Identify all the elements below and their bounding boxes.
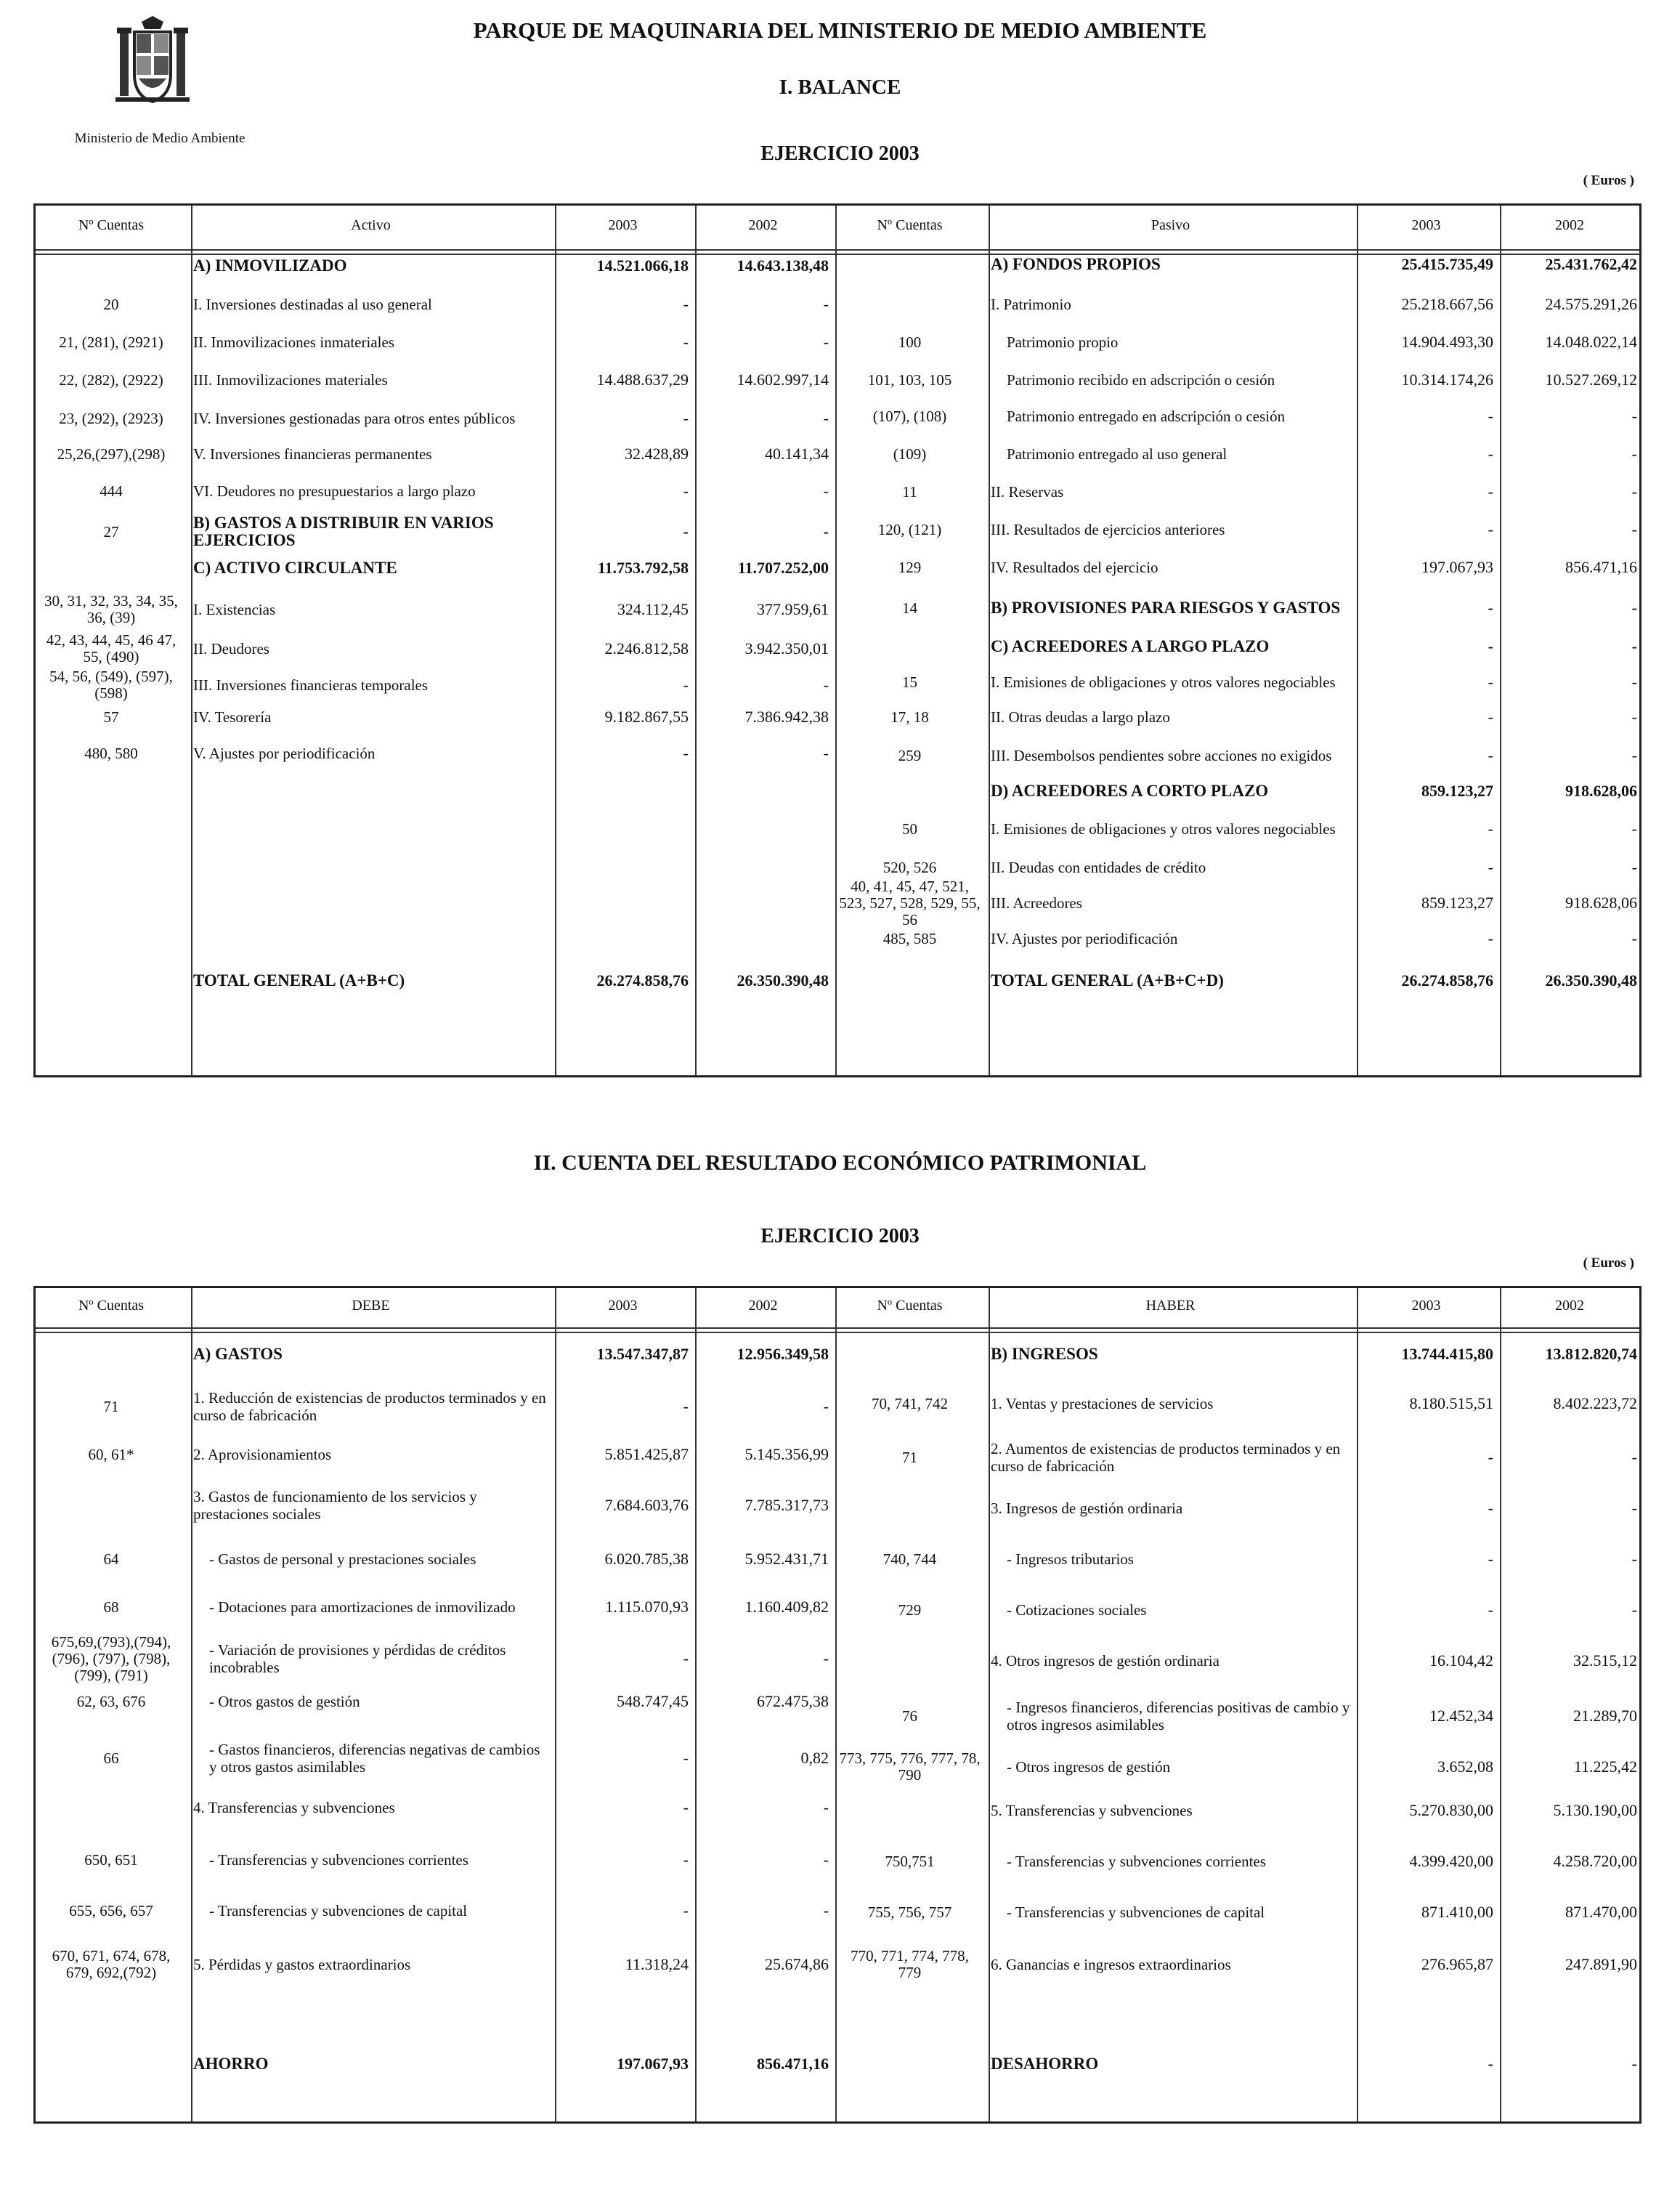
value-2003: - (683, 333, 689, 351)
account-code: 66 (103, 1749, 119, 1767)
balance-exercise: EJERCICIO 2003 (760, 142, 920, 165)
value-2002: 14.048.022,14 (1545, 333, 1637, 351)
value-2002: 247.891,90 (1565, 1955, 1637, 1973)
cuenta-title: II. CUENTA DEL RESULTADO ECONÓMICO PATRIMONIAL (533, 1151, 1147, 1175)
row-label: 5. Transferencias y subvenciones (991, 1802, 1193, 1819)
value-2003: - (1488, 482, 1493, 501)
row-label: - Otros ingresos de gestión (1007, 1758, 1171, 1776)
account-code (38, 1340, 184, 1369)
value-2003: 9.182.867,55 (604, 708, 689, 726)
value-2003: 13.744.415,80 (1401, 1345, 1493, 1363)
value-2002: 7.386.942,38 (744, 708, 829, 726)
column-header: 2003 (1411, 217, 1441, 233)
column-divider (555, 1288, 556, 2121)
value-2003: - (1488, 520, 1493, 538)
account-code: 129 (898, 558, 922, 576)
value-2002: 11.707.252,00 (737, 559, 829, 577)
row-label: 6. Ganancias e ingresos extraordinarios (991, 1956, 1231, 1973)
value-2003: - (683, 744, 689, 762)
row-label: B) INGRESOS (991, 1345, 1098, 1363)
header-divider-double (36, 1332, 1639, 1333)
value-2002: - (823, 1901, 829, 1919)
row-label: III. Inmovilizaciones materiales (193, 371, 388, 389)
row-label: - Ingresos tributarios (1007, 1550, 1134, 1568)
row-label: 1. Ventas y prestaciones de servicios (991, 1395, 1214, 1412)
row-label: 3. Ingresos de gestión ordinaria (991, 1500, 1183, 1517)
value-2003: 11.753.792,58 (597, 559, 689, 577)
value-2002: 11.225,42 (1573, 1757, 1637, 1776)
value-2002: 856.471,16 (757, 2055, 829, 2073)
value-2002: - (1631, 746, 1637, 764)
value-2002: 14.602.997,14 (736, 371, 829, 389)
row-label: 4. Otros ingresos de gestión ordinaria (991, 1652, 1220, 1670)
value-2003: - (1488, 445, 1493, 463)
row-label: A) INMOVILIZADO (193, 256, 347, 275)
account-code: 444 (100, 482, 123, 500)
value-2002: - (823, 295, 829, 313)
value-2003: 25.218.667,56 (1401, 295, 1493, 313)
value-2002: 21.289,70 (1573, 1707, 1637, 1725)
row-label: C) ACREEDORES A LARGO PLAZO (991, 637, 1270, 655)
cuenta-units: ( Euros ) (1583, 1255, 1634, 1271)
column-divider (835, 206, 837, 1075)
value-2003: 276.965,87 (1421, 1955, 1493, 1973)
column-divider (555, 206, 556, 1075)
value-2002: - (823, 1850, 829, 1869)
row-label: III. Inversiones financieras temporales (193, 676, 429, 694)
value-2003: - (1488, 1448, 1493, 1466)
column-header: Nº Cuentas (877, 217, 943, 233)
account-code: 670, 671, 674, 678, 679, 692,(792) (52, 1947, 171, 1981)
column-divider (191, 206, 192, 1075)
value-2002: - (1631, 2055, 1637, 2073)
total-2003: 26.274.858,76 (596, 971, 689, 990)
value-2002: 13.812.820,74 (1545, 1345, 1637, 1363)
value-2003: - (1488, 673, 1493, 691)
document-title: PARQUE DE MAQUINARIA DEL MINISTERIO DE MEDIO AMBIENTE (473, 17, 1207, 43)
value-2003: 871.410,00 (1421, 1903, 1493, 1921)
row-label: A) FONDOS PROPIOS (991, 255, 1161, 273)
value-2002: - (1631, 445, 1637, 463)
value-2002: - (1631, 407, 1637, 425)
value-2002: 856.471,16 (1565, 558, 1637, 576)
row-label: V. Ajustes por periodificación (193, 745, 376, 762)
value-2003: 6.020.785,38 (604, 1550, 689, 1568)
row-label: - Dotaciones para amortizaciones de inmovilizado (209, 1598, 516, 1616)
account-code (837, 289, 982, 320)
value-2003: 16.104,42 (1429, 1651, 1493, 1670)
account-code: 42, 43, 44, 45, 46 47, 55, (490) (46, 631, 176, 665)
account-code (38, 253, 184, 279)
row-label: II. Reservas (991, 483, 1064, 501)
account-code: 17, 18 (890, 708, 929, 726)
row-label: VI. Deudores no presupuestarios a largo plazo (193, 482, 476, 500)
account-code: 11 (902, 482, 917, 501)
account-code: 22, (282), (2922) (59, 371, 163, 389)
value-2002: 40.141,34 (765, 445, 829, 463)
value-2002: - (1631, 1448, 1637, 1466)
value-2003: - (1488, 1601, 1493, 1619)
value-2003: 1.115.070,93 (605, 1598, 689, 1616)
column-header: 2003 (608, 217, 638, 233)
account-code (837, 632, 982, 661)
row-label: II. Deudores (193, 640, 269, 658)
row-label: - Otros gastos de gestión (209, 1693, 360, 1710)
row-label: 1. Reducción de existencias de productos terminados y en curso de fabricación (193, 1389, 546, 1424)
row-label: - Cotizaciones sociales (1007, 1601, 1147, 1619)
row-label: - Transferencias y subvenciones de capital (209, 1902, 468, 1919)
value-2003: - (683, 409, 689, 427)
total-2002: 26.350.390,48 (1545, 971, 1637, 990)
account-code: 750,751 (885, 1852, 935, 1870)
account-code: 57 (103, 708, 119, 726)
row-label: I. Existencias (193, 601, 276, 618)
total-2003: 26.274.858,76 (1401, 971, 1493, 990)
row-label: V. Inversiones financieras permanentes (193, 445, 432, 463)
row-label: C) ACTIVO CIRCULANTE (193, 559, 397, 577)
row-label: A) GASTOS (193, 1345, 283, 1363)
value-2003: 5.270.830,00 (1409, 1801, 1493, 1819)
account-code: 21, (281), (2921) (59, 333, 163, 351)
value-2003: 14.904.493,30 (1401, 333, 1493, 351)
value-2002: - (1631, 520, 1637, 538)
column-header: Nº Cuentas (78, 217, 145, 233)
value-2002: - (823, 333, 829, 351)
value-2003: 7.684.603,76 (604, 1496, 689, 1514)
account-code (38, 1482, 184, 1529)
row-label: DESAHORRO (991, 2055, 1099, 2073)
row-label: Patrimonio recibido en adscripción o cesión (1007, 371, 1275, 389)
column-header: DEBE (352, 1298, 390, 1314)
account-code: 71 (902, 1448, 917, 1466)
row-label: IV. Resultados del ejercicio (991, 559, 1158, 576)
value-2003: - (683, 1649, 689, 1667)
value-2003: 25.415.735,49 (1401, 255, 1493, 273)
account-code: 70, 741, 742 (872, 1394, 948, 1412)
account-code: 40, 41, 45, 47, 521, 523, 527, 528, 529, 55, 56 (839, 877, 981, 928)
value-2003: 859.123,27 (1421, 894, 1493, 912)
account-code: 20 (103, 295, 119, 313)
value-2003: 14.488.637,29 (596, 371, 689, 389)
account-code: 729 (898, 1601, 922, 1619)
account-code: 27 (103, 522, 119, 541)
row-label: AHORRO (193, 2055, 269, 2073)
value-2003: - (683, 1798, 689, 1816)
value-2003: - (1488, 637, 1493, 655)
row-label: 3. Gastos de funcionamiento de los servicios y prestaciones sociales (193, 1488, 477, 1523)
account-code (837, 1642, 982, 1680)
account-code: 480, 580 (84, 744, 138, 762)
value-2002: 672.475,38 (757, 1692, 829, 1710)
value-2002: - (1631, 858, 1637, 876)
row-label: D) ACREEDORES A CORTO PLAZO (991, 782, 1269, 800)
row-label: - Variación de provisiones y pérdidas de créditos incobrables (209, 1641, 506, 1676)
value-2002: - (823, 522, 829, 541)
row-label: Patrimonio entregado al uso general (1007, 445, 1227, 463)
value-2003: - (1488, 929, 1493, 947)
row-label: III. Desembolsos pendientes sobre acciones no exigidos (991, 747, 1332, 764)
account-code (38, 552, 184, 584)
account-code: 675,69,(793),(794), (796), (797), (798), (799), (791) (51, 1632, 171, 1684)
row-label: I. Inversiones destinadas al uso general (193, 296, 432, 313)
value-2003: 8.180.515,51 (1409, 1394, 1493, 1412)
value-2003: 5.851.425,87 (604, 1445, 689, 1463)
column-divider (695, 206, 697, 1075)
row-label: IV. Tesorería (193, 708, 272, 726)
column-header: 2002 (748, 1298, 778, 1314)
value-2003: 32.428,89 (625, 445, 689, 463)
row-label: I. Emisiones de obligaciones y otros valores negociables (991, 820, 1336, 838)
value-2003: - (1488, 1550, 1493, 1568)
ministry-caption: Ministerio de Medio Ambiente (74, 131, 245, 146)
value-2003: - (1488, 746, 1493, 764)
row-label: IV. Inversiones gestionadas para otros entes públicos (193, 410, 516, 427)
row-label: B) PROVISIONES PARA RIESGOS Y GASTOS (991, 599, 1341, 617)
column-divider (1357, 1288, 1358, 2121)
value-2003: 12.452,34 (1429, 1707, 1493, 1725)
value-2002: 25.674,86 (765, 1955, 829, 1973)
value-2002: 14.643.138,48 (736, 256, 829, 275)
account-code (38, 2049, 184, 2079)
account-code (837, 1489, 982, 1527)
value-2002: 7.785.317,73 (744, 1496, 829, 1514)
value-2002: - (1631, 482, 1637, 501)
column-divider (1357, 206, 1358, 1075)
value-2003: 14.521.066,18 (596, 256, 689, 275)
value-2002: 3.942.350,01 (744, 639, 829, 658)
column-divider (1500, 206, 1501, 1075)
account-code: 770, 771, 774, 778, 779 (851, 1947, 969, 1981)
value-2002: 8.402.223,72 (1553, 1394, 1637, 1412)
account-code: 54, 56, (549), (597), (598) (49, 668, 173, 702)
row-label: Patrimonio entregado en adscripción o cesión (1007, 408, 1286, 425)
row-label: - Ingresos financieros, diferencias positivas de cambio y otros ingresos asimilables (1007, 1699, 1350, 1733)
row-label: - Gastos financieros, diferencias negativas de cambios y otros gastos asimilables (209, 1741, 540, 1776)
account-code: 740, 744 (882, 1550, 937, 1568)
account-code: 50 (902, 820, 917, 838)
value-2003: 548.747,45 (617, 1692, 689, 1710)
account-code: 520, 526 (882, 858, 937, 876)
column-header: 2003 (1411, 1298, 1441, 1314)
value-2003: 3.652,08 (1437, 1757, 1493, 1776)
total-label: TOTAL GENERAL (A+B+C) (193, 971, 405, 990)
value-2003: 13.547.347,87 (596, 1345, 689, 1363)
column-header: 2002 (748, 217, 778, 233)
row-label: III. Resultados de ejercicios anteriores (991, 521, 1225, 538)
value-2003: 4.399.420,00 (1409, 1852, 1493, 1870)
value-2002: 32.515,12 (1573, 1651, 1637, 1670)
account-code: 100 (898, 333, 922, 351)
row-label: I. Emisiones de obligaciones y otros valores negociables (991, 673, 1336, 691)
row-label: II. Deudas con entidades de crédito (991, 859, 1206, 876)
value-2002: - (1631, 820, 1637, 838)
value-2003: - (1488, 407, 1493, 425)
value-2002: 918.628,06 (1565, 894, 1637, 912)
row-label: - Transferencias y subvenciones de capital (1007, 1903, 1265, 1921)
account-code: (109) (893, 445, 927, 463)
row-label: 2. Aumentos de existencias de productos terminados y en curso de fabricación (991, 1440, 1341, 1475)
value-2002: 5.952.431,71 (744, 1550, 829, 1568)
value-2002: 5.130.190,00 (1553, 1801, 1637, 1819)
value-2002: 10.527.269,12 (1545, 371, 1637, 389)
column-header: Activo (351, 217, 391, 233)
row-label: II. Otras deudas a largo plazo (991, 708, 1170, 726)
account-code: 25,26,(297),(298) (57, 445, 166, 463)
total-2002: 26.350.390,48 (736, 971, 829, 990)
value-2002: 12.956.349,58 (736, 1345, 829, 1363)
account-code: 60, 61* (88, 1445, 134, 1463)
value-2003: - (683, 1397, 689, 1415)
value-2003: 197.067,93 (617, 2055, 689, 2073)
value-2002: - (1631, 673, 1637, 691)
row-label: III. Acreedores (991, 894, 1082, 912)
value-2002: - (1631, 1550, 1637, 1568)
row-label: - Gastos de personal y prestaciones sociales (209, 1550, 476, 1568)
balance-units: ( Euros ) (1583, 173, 1634, 188)
row-label: Patrimonio propio (1007, 333, 1119, 351)
account-code: 76 (902, 1707, 917, 1725)
account-code (837, 251, 982, 278)
value-2003: - (1488, 858, 1493, 876)
value-2002: 1.160.409,82 (744, 1598, 829, 1616)
column-divider (695, 1288, 697, 2121)
value-2002: 377.959,61 (757, 600, 829, 618)
value-2003: - (683, 295, 689, 313)
value-2002: - (823, 1798, 829, 1816)
row-label: - Transferencias y subvenciones corrientes (209, 1851, 468, 1869)
value-2002: - (1631, 1499, 1637, 1517)
account-code (38, 1789, 184, 1826)
column-header: 2002 (1555, 217, 1584, 233)
value-2003: 197.067,93 (1421, 558, 1493, 576)
account-code: 71 (103, 1397, 119, 1415)
column-header: Nº Cuentas (877, 1298, 943, 1314)
row-label: I. Patrimonio (991, 296, 1071, 313)
value-2003: 10.314.174,26 (1401, 371, 1493, 389)
account-code: 62, 63, 676 (76, 1692, 146, 1710)
value-2002: 24.575.291,26 (1545, 295, 1637, 313)
column-divider (835, 1288, 837, 2121)
value-2002: 5.145.356,99 (744, 1445, 829, 1463)
row-label: 2. Aprovisionamientos (193, 1446, 332, 1463)
column-header: Pasivo (1151, 217, 1190, 233)
account-code: 120, (121) (877, 520, 942, 538)
account-code: 485, 585 (882, 929, 937, 947)
column-divider (989, 1288, 990, 2121)
value-2003: - (1488, 1499, 1493, 1517)
value-2002: - (823, 744, 829, 762)
column-header: 2003 (608, 1298, 638, 1314)
column-header: Nº Cuentas (78, 1298, 145, 1314)
value-2002: 871.470,00 (1565, 1903, 1637, 1921)
account-code: 650, 651 (84, 1850, 138, 1869)
row-label: II. Inmovilizaciones inmateriales (193, 333, 394, 351)
account-code: 68 (103, 1598, 119, 1616)
value-2003: 859.123,27 (1421, 782, 1493, 800)
value-2003: - (1488, 599, 1493, 617)
value-2002: - (1631, 708, 1637, 726)
value-2002: - (823, 1649, 829, 1667)
account-code: 30, 31, 32, 33, 34, 35, 36, (39) (44, 592, 178, 626)
value-2002: 0,82 (800, 1749, 829, 1767)
balance-title: I. BALANCE (779, 76, 901, 99)
row-label: - Transferencias y subvenciones corrientes (1007, 1853, 1266, 1870)
column-header: 2002 (1555, 1298, 1584, 1314)
account-code: (107), (108) (872, 407, 947, 425)
row-label: 4. Transferencias y subvenciones (193, 1799, 395, 1816)
column-divider (989, 206, 990, 1075)
column-divider (1500, 1288, 1501, 2121)
value-2003: 11.318,24 (625, 1955, 689, 1973)
value-2002: 25.431.762,42 (1545, 255, 1637, 273)
account-code: 259 (898, 746, 922, 764)
account-code: 773, 775, 776, 777, 78, 790 (839, 1749, 981, 1784)
value-2002: - (1631, 1601, 1637, 1619)
account-code (837, 1792, 982, 1829)
value-2002: - (1631, 929, 1637, 947)
account-code: 23, (292), (2923) (59, 409, 163, 427)
value-2003: - (1488, 820, 1493, 838)
row-label: 5. Pérdidas y gastos extraordinarios (193, 1956, 411, 1973)
value-2003: - (1488, 2055, 1493, 2073)
value-2002: 918.628,06 (1565, 782, 1637, 800)
account-code: 15 (902, 673, 917, 691)
account-code: 755, 756, 757 (867, 1903, 952, 1921)
column-divider (191, 1288, 192, 2121)
value-2002: - (1631, 637, 1637, 655)
value-2002: - (1631, 599, 1637, 617)
row-label: B) GASTOS A DISTRIBUIR EN VARIOS EJERCICIOS (193, 514, 494, 549)
column-header: HABER (1145, 1298, 1196, 1314)
value-2003: - (683, 482, 689, 500)
value-2002: - (823, 409, 829, 427)
value-2003: - (1488, 708, 1493, 726)
value-2002: - (823, 1397, 829, 1415)
value-2003: 2.246.812,58 (604, 639, 689, 658)
value-2002: - (823, 482, 829, 500)
row-label: IV. Ajustes por periodificación (991, 930, 1178, 947)
value-2002: 4.258.720,00 (1553, 1852, 1637, 1870)
value-2003: - (683, 1850, 689, 1869)
account-code (837, 777, 982, 805)
value-2003: - (683, 522, 689, 541)
account-code (837, 1340, 982, 1369)
header-divider (36, 1327, 1639, 1329)
header-divider (36, 249, 1639, 251)
value-2002: - (823, 676, 829, 694)
value-2003: - (683, 1749, 689, 1767)
cuenta-exercise: EJERCICIO 2003 (760, 1225, 920, 1247)
account-code: 101, 103, 105 (867, 371, 952, 389)
account-code: 64 (103, 1550, 119, 1568)
total-label: TOTAL GENERAL (A+B+C+D) (991, 971, 1224, 990)
value-2003: - (683, 676, 689, 694)
value-2003: 324.112,45 (617, 600, 689, 618)
account-code (837, 2049, 982, 2079)
value-2003: - (683, 1901, 689, 1919)
account-code: 655, 656, 657 (69, 1901, 153, 1919)
account-code: 14 (902, 599, 917, 617)
